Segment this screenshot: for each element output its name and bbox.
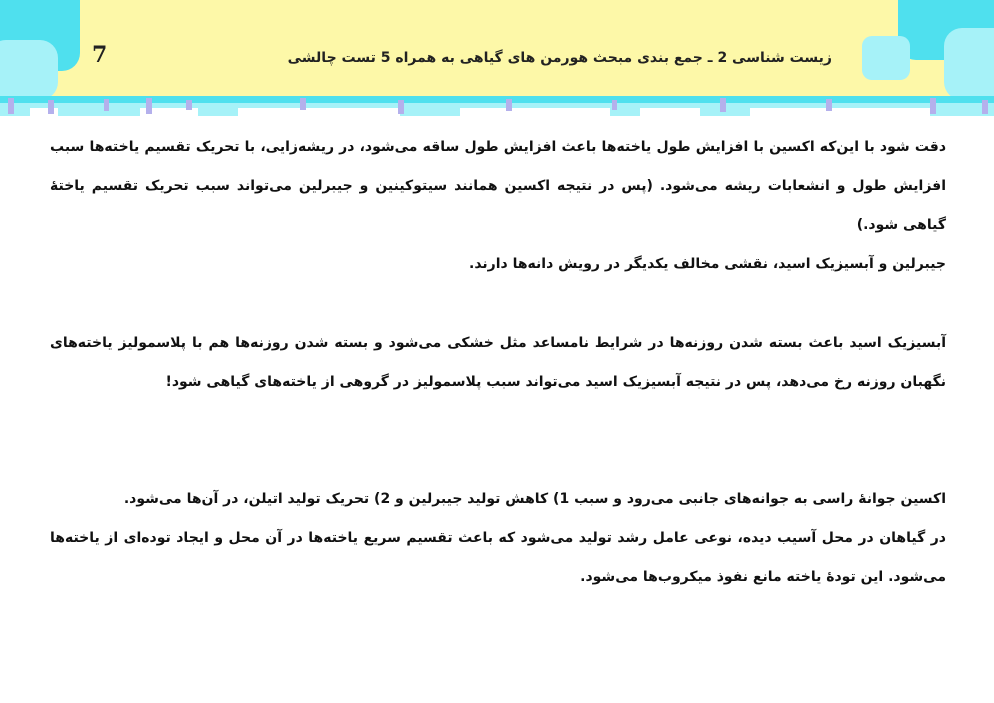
strip-tile [8,98,14,114]
decorative-square [944,28,994,96]
strip-tile [930,98,936,114]
strip-tile [146,98,152,114]
strip-tile [398,100,404,114]
strip-tile [826,99,832,111]
strip-tile [0,108,30,116]
decorative-strip [0,96,994,118]
paragraph-gibberellin-abscisic: جیبرلین و آبسیزیک اسید، نقشی مخالف یکدیگر در رویش دانه‌ها دارند. [469,256,946,272]
strip-tile [506,99,512,111]
strip-tile [982,100,988,114]
decorative-square [0,40,58,96]
paragraph-apical-bud: اکسین جوانهٔ راسی به جوانه‌های جانبی می‌رود و سبب 1) کاهش تولید جیبرلین و 2) تحریک تولید اتیلن، در آن‌ها می‌شود. [123,491,946,507]
strip-tile [186,100,192,110]
strip-tile [104,99,109,111]
strip-tile [720,98,726,112]
header-banner [0,0,994,96]
strip-tile [48,100,54,114]
paragraph-stomata-plasmolysis: آبسیزیک اسید باعث بسته شدن روزنه‌ها در شرایط نامساعد مثل خشکی می‌شود و بسته شدن روزنه‌ها هم با پلاسمولیز یاخته‌های نگهبان روزنه رخ می‌دهد، پس در نتیجه آبسیزیک اسید می‌تواند سبب پلاسمولیز در گروهی از یاخته‌های گیاهی شود! [50,335,946,390]
strip-tile [300,98,306,110]
decorative-square [862,36,910,80]
paragraph-wound-callus: در گیاهان در محل آسیب دیده، نوعی عامل رشد تولید می‌شود که باعث تقسیم سریع یاخته‌ها در آن محل و ایجاد توده‌ای از یاخته‌ها می‌شود. این تودهٔ یاخته مانع نفوذ میکروب‌ها می‌شود. [50,530,946,585]
paragraph-auxin-root: دقت شود با این‌که اکسین با افزایش طول یاخته‌ها باعث افزایش طول ساقه می‌شود، در ریشه‌زایی، با تحریک تقسیم یاخته‌ها سبب افزایش طول و انشعابات ریشه می‌شود. (پس در نتیجه اکسین همانند سیتوکینین و جیبرلین می‌تواند سبب تحریک تقسیم یاختهٔ گیاهی شود.) [50,139,946,233]
strip-tile [612,100,617,110]
strip-tile [400,108,460,116]
spacer [50,284,946,324]
header-title: زیست شناسی 2 ـ جمع بندی مبحث هورمن های گیاهی به همراه 5 تست چالشی [287,50,832,66]
strip-tile [58,108,140,116]
page-number: 7 [92,42,108,68]
spacer [50,402,946,480]
strip-tile [198,108,238,116]
main-content [50,128,946,597]
